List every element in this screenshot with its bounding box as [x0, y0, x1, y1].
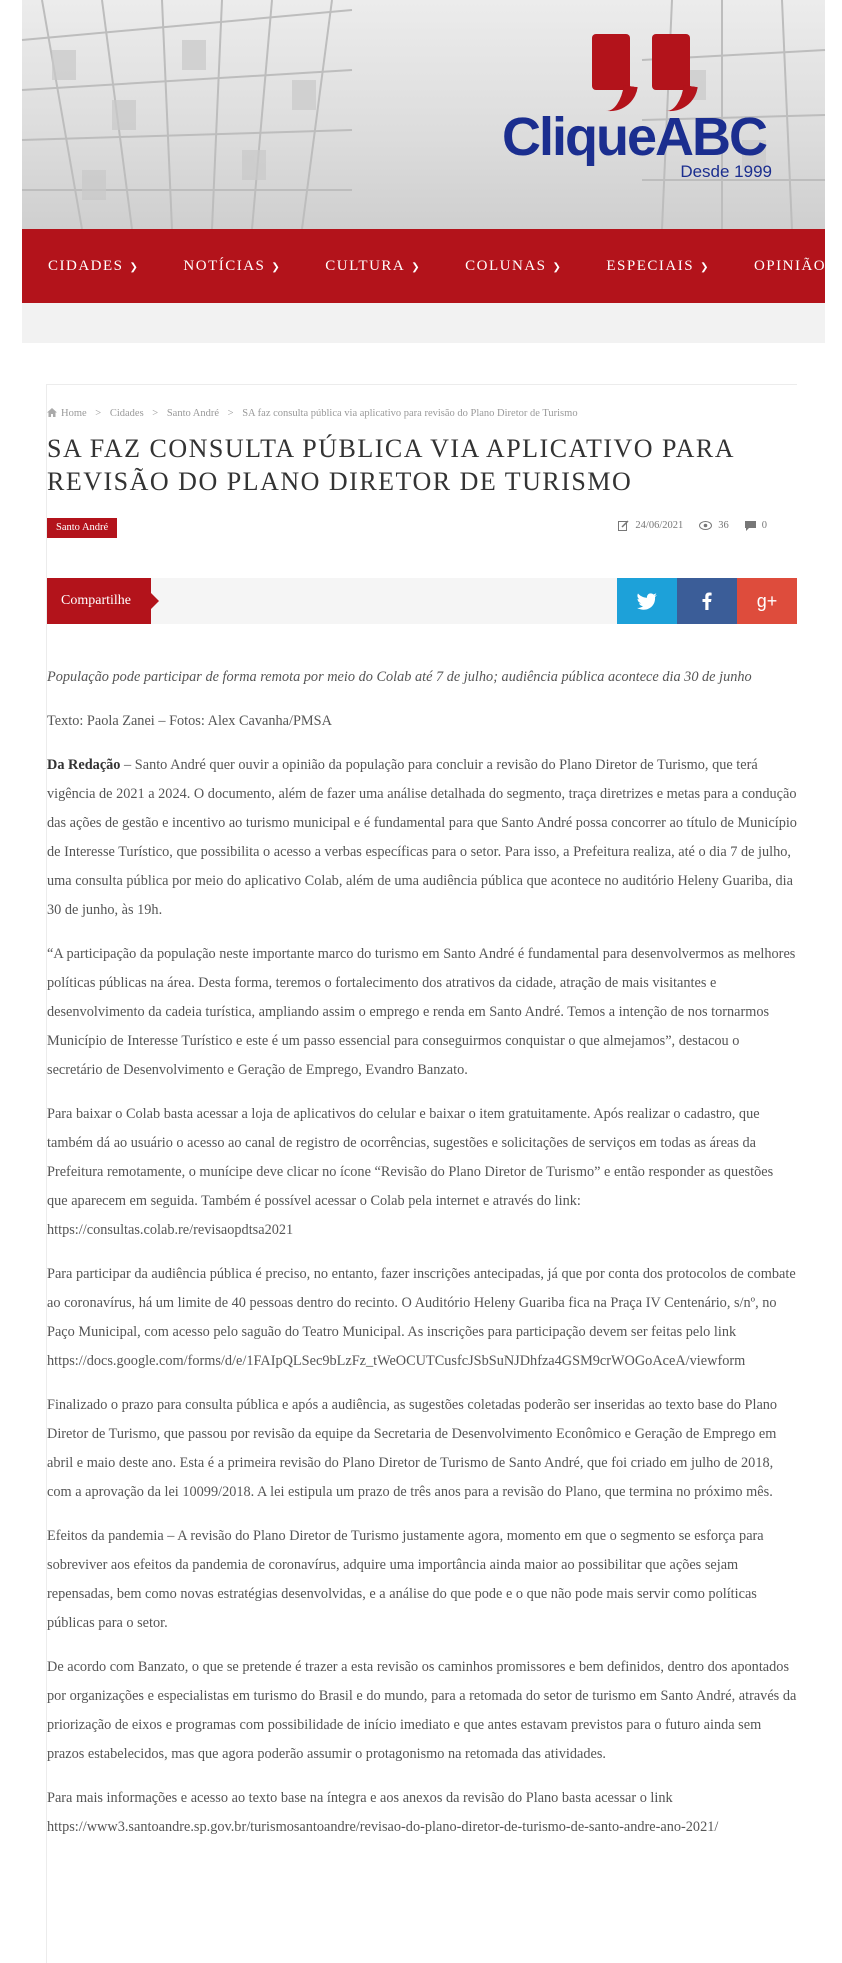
- chevron-down-icon: ❯: [552, 261, 563, 273]
- main-navigation: [22, 229, 842, 303]
- twitter-icon: [637, 593, 657, 609]
- article-paragraph: “A participação da população neste importante marco do turismo em Santo André é fundamental para desenvolvermos as melhores políticas públicas na área. Desta forma, teremos o fortalecimento dos atrativos da cidade, atração de mais visitantes e desenvolvimento da cadeia turística, ampliando assim o emprego e renda em Santo André. Temos a intenção de nos tornarmos Município de Interesse Turístico e este é um passo essencial para conseguirmos conquistar o que almejamos”, destacou o secretário de Desenvolvimento e Geração de Emprego, Evandro Banzato.: [47, 946, 796, 1078]
- comment-icon: [745, 521, 756, 531]
- post-date: 24/06/2021: [635, 520, 684, 531]
- breadcrumb: [47, 408, 578, 419]
- logo-tagline: Desde 1999: [680, 162, 772, 181]
- article-meta: [602, 520, 767, 531]
- article-title: SA FAZ CONSULTA PÚBLICA VIA APLICATIVO PARA REVISÃO DO PLANO DIRETOR DE TURISMO: [47, 434, 734, 496]
- edit-date-icon: [618, 520, 629, 531]
- chevron-down-icon: ❯: [271, 261, 282, 273]
- breadcrumb-separator: >: [227, 408, 234, 419]
- home-icon: [47, 408, 57, 417]
- view-count: 36: [718, 520, 729, 531]
- logo-wordmark: CliqueABC: [502, 107, 766, 167]
- breadcrumb-separator: >: [95, 408, 102, 419]
- nav-item-colunas[interactable]: COLUNAS ❯: [465, 257, 563, 274]
- share-bar: [47, 578, 797, 624]
- share-twitter-button[interactable]: [617, 578, 677, 624]
- article-byline: Da Redação: [47, 757, 121, 773]
- logo-quote-mark: [592, 34, 630, 90]
- chevron-down-icon: ❯: [129, 261, 140, 273]
- site-header: [22, 0, 825, 229]
- breadcrumb-separator: >: [152, 408, 159, 419]
- ad-strip: [22, 303, 825, 343]
- google-plus-icon: g+: [756, 590, 778, 611]
- nav-item-cidades[interactable]: CIDADES ❯: [48, 257, 140, 274]
- breadcrumb-current: SA faz consulta pública via aplicativo para revisão do Plano Diretor de Turismo: [242, 408, 578, 419]
- breadcrumb-home[interactable]: Home: [61, 408, 87, 419]
- article-paragraph: Para baixar o Colab basta acessar a loja de aplicativos do celular e baixar o item gratuitamente. Após realizar o cadastro, que também dá ao usuário o acesso ao canal de registro de ocorrências, sugestões e solicitações de serviços em todas as áreas da Prefeitura remotamente, o munícipe deve clicar no ícone “Revisão do Plano Diretor de Turismo” e então responder as questões que aparecem em seguida. Também é possível acessar o Colab pela internet e através do link: https://consultas.colab.re/revisaopdtsa2021: [47, 1106, 774, 1238]
- comment-count[interactable]: 0: [761, 520, 767, 531]
- share-google-plus-button[interactable]: [737, 578, 797, 624]
- logo-quote-mark: [652, 34, 690, 90]
- colab-link[interactable]: https://consultas.colab.re/revisaopdtsa2021: [47, 1222, 294, 1238]
- facebook-icon: [702, 592, 712, 610]
- article-lead: População pode participar de forma remota por meio do Colab até 7 de julho; audiência pública acontece dia 30 de junho: [47, 669, 752, 685]
- nav-item-noticias[interactable]: NOTÍCIAS ❯: [183, 257, 282, 274]
- breadcrumb-cidades[interactable]: Cidades: [109, 408, 144, 419]
- chevron-down-icon: ❯: [700, 261, 710, 273]
- article-credits: Texto: Paola Zanei – Fotos: Alex Cavanha/PMSA: [47, 713, 332, 729]
- eye-icon: [699, 521, 712, 530]
- site-logo[interactable]: [502, 20, 792, 180]
- article-body: [47, 663, 797, 1857]
- nav-item-cultura[interactable]: CULTURA ❯: [325, 257, 422, 274]
- category-badge[interactable]: Santo André: [47, 518, 117, 538]
- article-paragraph: Efeitos da pandemia – A revisão do Plano Diretor de Turismo justamente agora, momento em que o segmento se esforça para sobreviver aos efeitos da pandemia de coronavírus, adquire uma importância ainda maior ao possibilitar que ações sejam repensadas, bem como novas estratégias desenvolvidas, e a análise do que pode e o que não pode mais servir como políticas públicas para o setor.: [47, 1528, 764, 1631]
- article-paragraph: Finalizado o prazo para consulta pública e após a audiência, as sugestões coletadas poderão ser inseridas ao texto base do Plano Diretor de Turismo, que passou por revisão da equipe da Secretaria de Desenvolvimento Econômico e Geração de Emprego em abril e maio deste ano. Esta é a primeira revisão do Plano Diretor de Turismo de Santo André, que foi criado em julho de 2018, com a aprovação da lei 10099/2018. A lei estipula um prazo de três anos para a revisão do Plano, que termina no próximo mês.: [47, 1397, 778, 1500]
- share-facebook-button[interactable]: [677, 578, 737, 624]
- chevron-down-icon: ❯: [411, 261, 422, 273]
- registration-form-link[interactable]: https://docs.google.com/forms/d/e/1FAIpQLSec9bLzFz_tWeOCUTCusfcJSbSuNJDhfza4GSM9crWOGoAceA/viewform: [47, 1353, 746, 1369]
- nav-item-especiais[interactable]: ESPECIAIS ❯: [606, 257, 710, 274]
- article-paragraph: Para participar da audiência pública é preciso, no entanto, fazer inscrições antecipadas, já que por conta dos protocolos de combate ao coronavírus, há um limite de 40 pessoas dentro do recinto. O Auditório Heleny Guariba fica na Praça IV Centenário, s/nº, no Paço Municipal, com acesso pelo saguão do Teatro Municipal. As inscrições para participação devem ser feitas pelo link https://docs.google.com/forms/d/e/1FAIpQLSec9bLzFz_tWeOCUTCusfcJSbSuNJDhfza4GSM9crWOGoAceA/viewform: [47, 1266, 796, 1369]
- breadcrumb-santo-andre[interactable]: Santo André: [166, 408, 220, 419]
- article-paragraph: Da Redação – Santo André quer ouvir a opinião da população para concluir a revisão do Plano Diretor de Turismo, que terá vigência de 2021 a 2024. O documento, além de fazer uma análise detalhada do segmento, traça diretrizes e metas para a condução das ações de gestão e incentivo ao turismo municipal e é fundamental para que Santo André possa concorrer ao título de Município de Interesse Turístico, que possibilita o acesso a verbas específicas para o setor. Para isso, a Prefeitura realiza, até o dia 7 de julho, uma consulta pública por meio do aplicativo Colab, além de uma audiência pública que acontece no auditório Heleny Guariba, dia 30 de junho, às 19h.: [47, 757, 797, 918]
- nav-item-opiniao[interactable]: OPINIÃO ❯: [753, 257, 842, 274]
- plan-document-link[interactable]: https://www3.santoandre.sp.gov.br/turismosantoandre/revisao-do-plano-diretor-de-turismo-de-santo-andre-ano-2021/: [47, 1819, 719, 1835]
- chevron-down-icon: ❯: [832, 261, 842, 273]
- article-paragraph: Para mais informações e acesso ao texto base na íntegra e aos anexos da revisão do Plano basta acessar o link https://www3.santoandre.sp.gov.br/turismosantoandre/revisao-do-plano-diretor-de-turismo-de-santo-andre-ano-2021/: [47, 1790, 719, 1835]
- article-paragraph: De acordo com Banzato, o que se pretende é trazer a esta revisão os caminhos promissores e bem definidos, dentro dos apontados por organizações e especialistas em turismo do Brasil e do mundo, para a retomada do setor de turismo em Santo André, através da priorização de eixos e programas com possibilidade de início imediato e que antes estavam previstos para o futuro ainda sem prazos estabelecidos, mas que agora poderão assumir o protagonismo na retomada das atividades.: [47, 1659, 797, 1762]
- share-label: Compartilhe: [47, 578, 151, 624]
